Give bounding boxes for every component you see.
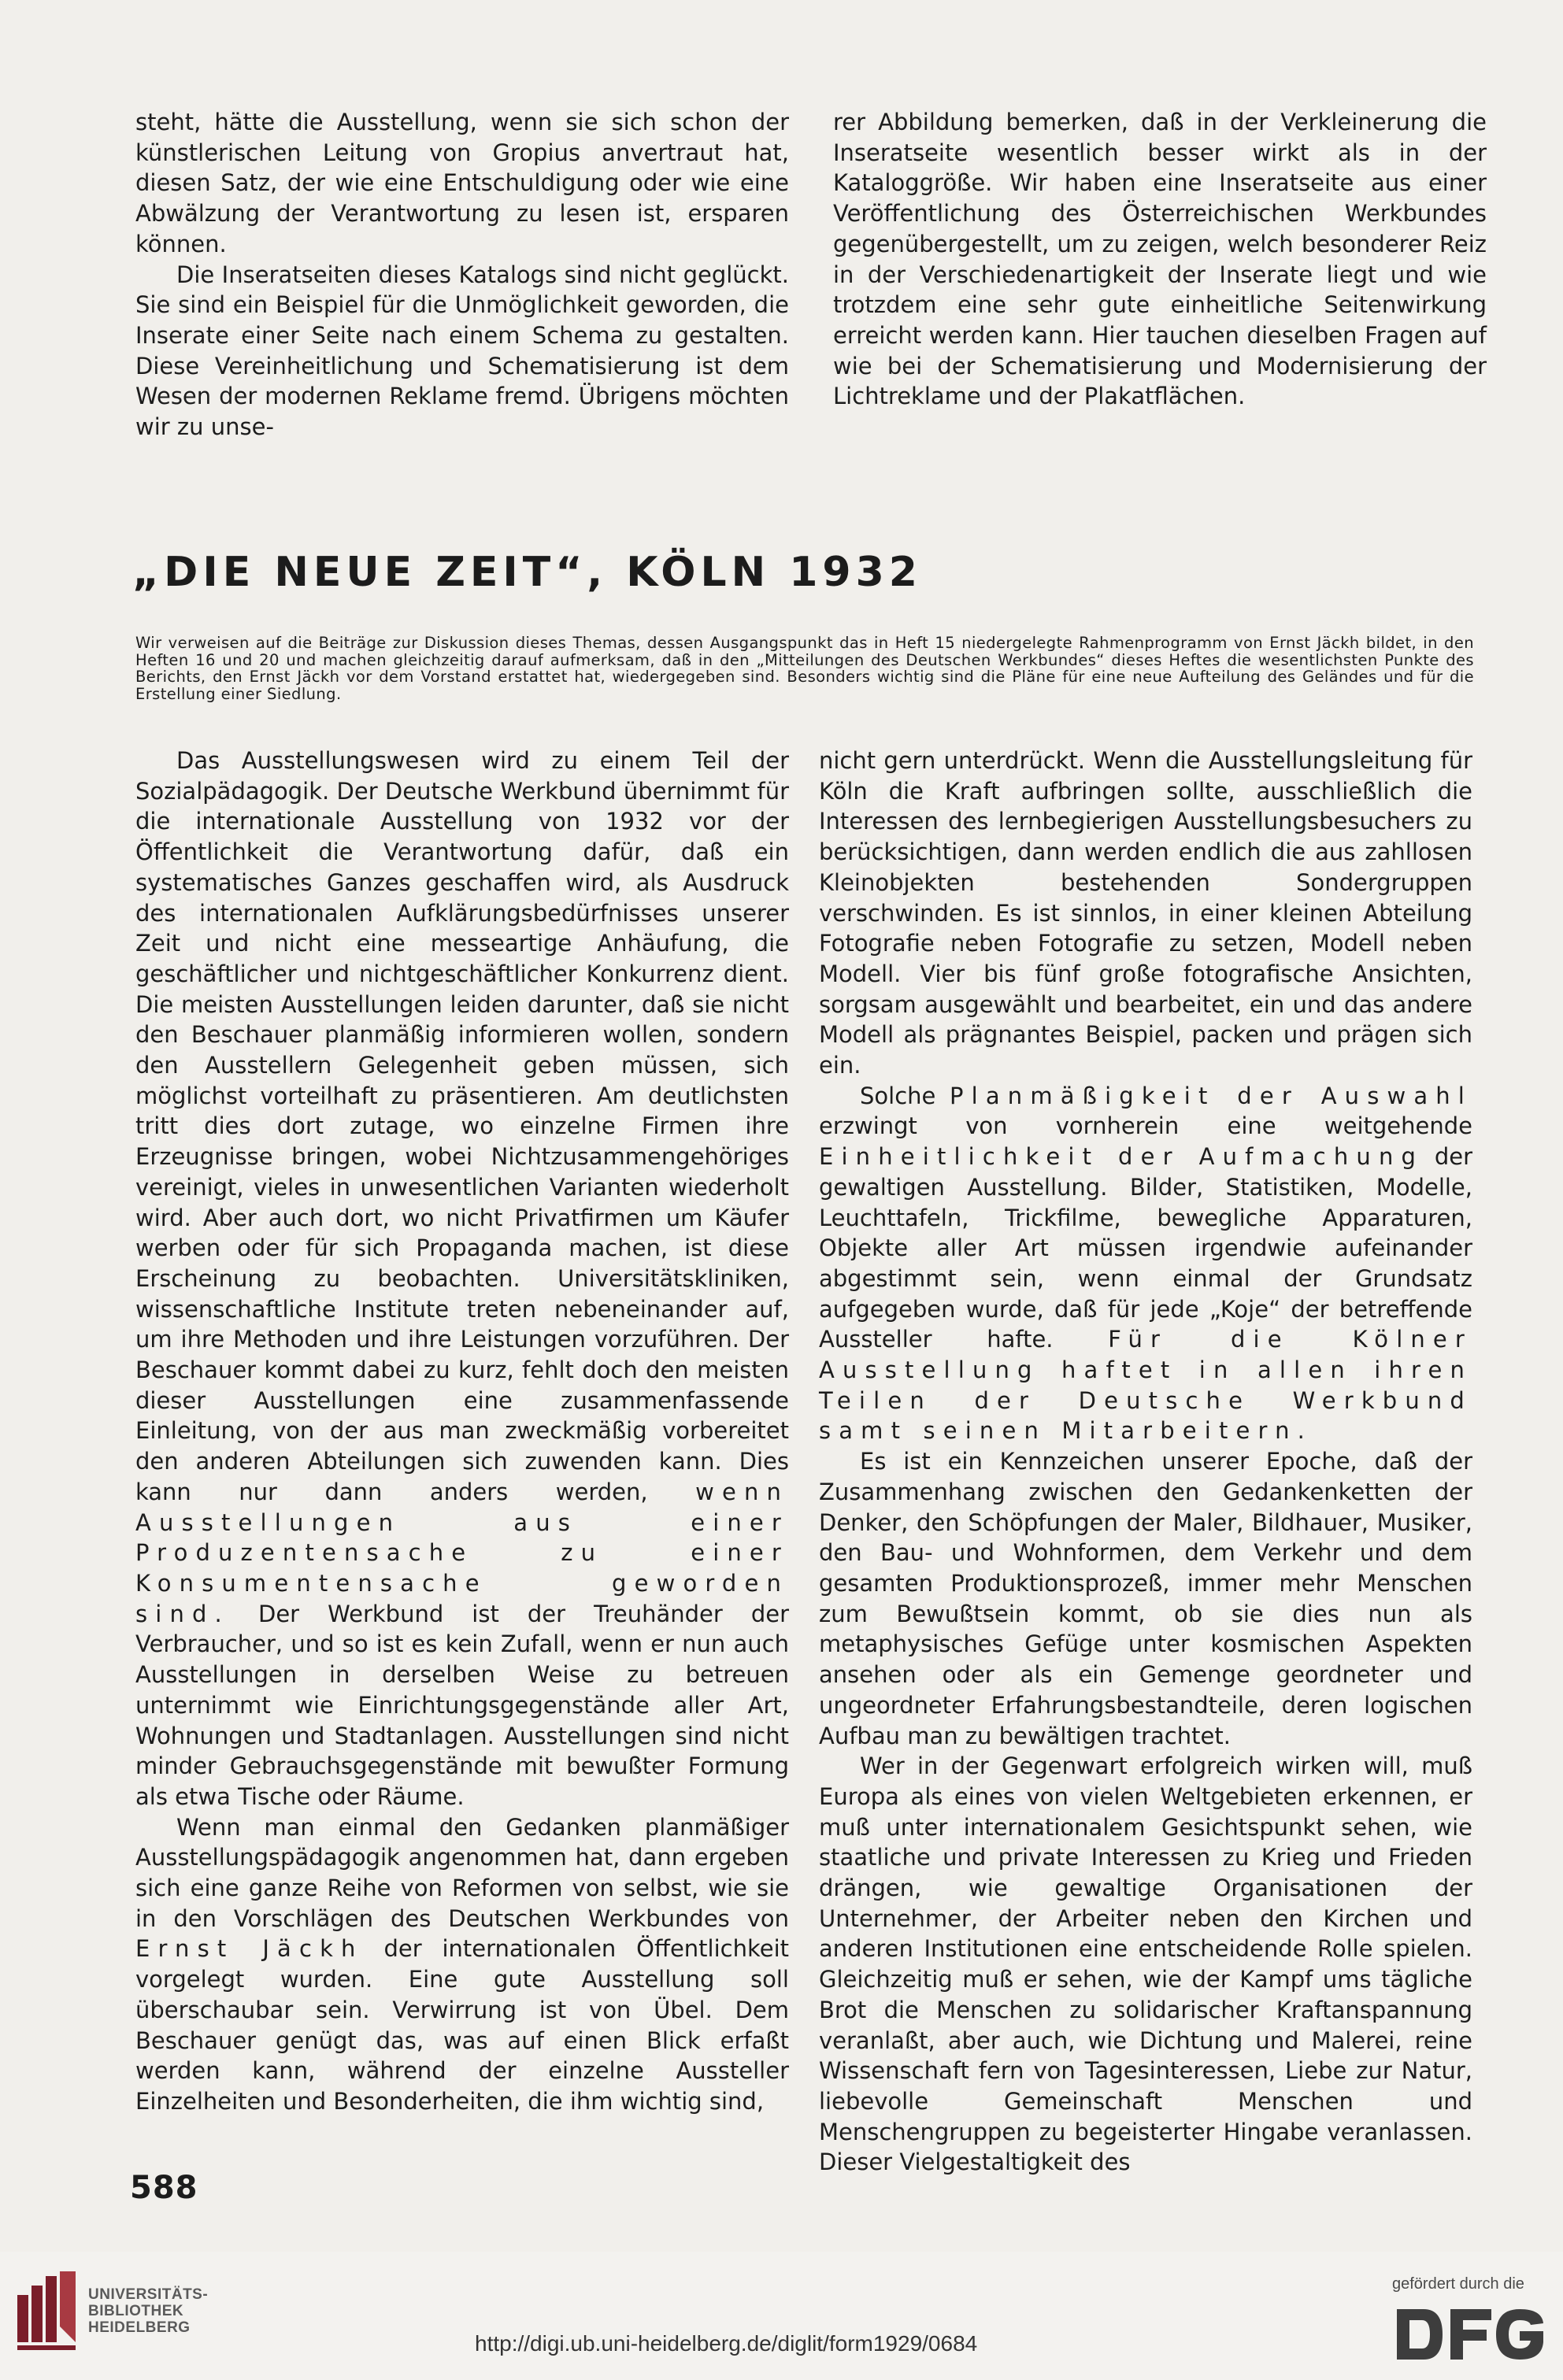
text-run: Der Werkbund ist der Treuhänder der Verbraucher, und so ist es kein Zufall, wenn er nun auch Ausstellungen in derselben Weise zu betreuen unternimmt wie Einrichtungsgegenstände aller Art, Wohnungen und Stadtanlagen. Ausstellungen sind nicht minder Gebrauchsgegenstände mit bewußter Formung als etwa Tische oder Räume. — [135, 1600, 790, 1810]
emphasized-text: wenn Ausstellungen aus einer Produzentensache zu einer Konsumentensache geworden sind. — [135, 1478, 789, 1627]
paragraph: nicht gern unterdrückt. Wenn die Ausstellungsleitung für Köln die Kraft aufbringen sollte, ausschließlich die Interessen des lernbegierigen Ausstellungsbesuchers zu berücksichtigen, dann werden endlich die aus zahllosen Kleinobjekten bestehenden Sondergruppen verschwinden. Es ist sinnlos, in einer kleinen Abteilung Fotografie neben Fotografie zu setzen, Modell neben Modell. Vier bis fünf große fotografische Ansichten, sorgsam ausgewählt und bearbeitet, ein und das andere Modell als prägnantes Beispiel, packen und prägen sich ein. — [819, 747, 1472, 1079]
text-run: Wenn man einmal den Gedanken planmäßiger Ausstellungspädagogik angenommen hat, dann ergeben sich eine ganze Reihe von Reformen von selbst, wie sie in den Vorschlägen des Deutschen Werkbundes von — [135, 1813, 789, 1932]
top-left-column — [135, 107, 789, 442]
library-name-line: HEIDELBERG — [88, 2319, 191, 2336]
source-url-link[interactable]: http://digi.ub.uni-heidelberg.de/diglit/form1929/0684 — [475, 2331, 978, 2356]
article-heading: „DIE NEUE ZEIT“, KÖLN 1932 — [132, 549, 922, 596]
paragraph: Die Inseratseiten dieses Katalogs sind nicht geglückt. Sie sind ein Beispiel für die Unmöglichkeit geworden, die Inserate einer Seite nach einem Schema zu gestalten. Diese Vereinheitlichung und Schematisierung ist dem Wesen der modernen Reklame fremd. Übrigens möchten wir zu unse- — [135, 261, 789, 441]
paragraph: steht, hätte die Ausstellung, wenn sie sich schon der künstlerischen Leitung von Gropius anvertraut hat, diesen Satz, der wie eine Entschuldigung oder wie eine Abwälzung der Verantwortung zu lesen ist, ersparen können. — [135, 109, 789, 257]
paragraph: Es ist ein Kennzeichen unserer Epoche, daß der Zusammenhang zwischen den Gedankenketten der Denker, den Schöpfungen der Maler, Bildhauer, Musiker, den Bau- und Wohnformen, dem Verkehr und dem gesamten Produktionsprozeß, immer mehr Menschen zum Bewußtsein kommt, ob sie dies nun als metaphysisches Gefüge unter kosmischen Aspekten ansehen oder als ein Gemenge geordneter und ungeordneter Erfahrungsbestandteile, deren logischen Aufbau man zu bewältigen trachtet. — [819, 1448, 1472, 1749]
top-right-column — [833, 107, 1487, 412]
paragraph — [135, 1812, 789, 2117]
library-name-line: BIBLIOTHEK — [88, 2303, 184, 2319]
paragraph: Wer in der Gegenwart erfolgreich wirken will, muß Europa als eines von vielen Weltgebieten erkennen, er muß unter internationalem Gesichtspunkt sehen, wie staatliche und private Interessen zu Krieg und Frieden drängen, wie gewaltige Organisationen der Unternehmer, der Arbeiter neben den Kirchen und anderen Institutionen eine entscheidende Rolle spielen. Gleichzeitig muß er sehen, wie der Kampf ums tägliche Brot die Menschen zu solidarischer Kraftanspannung veranlaßt, aber auch, wie Dichtung und Malerei, reine Wissenschaft fern von Tagesinteressen, Liebe zur Natur, liebevolle Gemeinschaft Menschen und Menschengruppen zu begeisterter Hingabe veranlassen. Dieser Vielgestaltigkeit des — [819, 1753, 1472, 2176]
library-name — [88, 2286, 208, 2336]
library-logo-icon — [14, 2271, 79, 2354]
emphasized-text: Planmäßigkeit der Auswahl — [950, 1082, 1472, 1109]
page-number: 588 — [130, 2170, 198, 2206]
paragraph: rer Abbildung bemerken, daß in der Verkleinerung die Inseratseite wesentlich besser wirkt als in der Kataloggröße. Wir haben eine Inseratseite aus einer Veröffentlichung des Österreichischen Werkbundes gegenübergestellt, um zu zeigen, welch besonderer Reiz in der Verschiedenartigkeit der Inserate liegt und wie trotzdem eine sehr gute einheitliche Seitenwirkung erreicht werden kann. Hier tauchen dieselben Fragen auf wie bei der Schematisierung und Modernisierung der Lichtreklame und der Plakatflächen. — [833, 109, 1487, 410]
paragraph — [135, 746, 789, 1812]
article-intro: Wir verweisen auf die Beiträge zur Diskussion dieses Themas, dessen Ausgangspunkt das in Heft 15 niedergelegte Rahmenprogramm von Ernst Jäckh bildet, in den Heften 16 und 20 und machen gleichzeitig darauf aufmerksam, daß in den „Mitteilungen des Deutschen Werkbundes“ dieses Heftes die wesentlichsten Punkte des Berichts, den Ernst Jäckh vor dem Vorstand erstattet hat, wiedergegeben sind. Besonders wichtig sind die Pläne für eine neue Aufteilung des Geländes und für die Erstellung einer Siedlung. — [135, 634, 1474, 703]
emphasized-text: Ernst Jäckh — [135, 1935, 364, 1963]
funding-note: gefördert durch die — [1392, 2275, 1524, 2293]
emphasized-text: Für die Kölner Ausstellung haftet in allen ihren Teilen der Deutsche Werkbund samt seinen Mitarbeitern. — [819, 1326, 1473, 1445]
text-run: Das Ausstellungswesen wird zu einem Teil der Sozialpädagogik. Der Deutsche Werkbund übernimmt für die internationale Ausstellung von 1932 vor der Öffentlichkeit die Verantwortung dafür, daß ein systematisches Ganzes geschaffen wird, als Ausdruck des internationalen Aufklärungsbedürfnisses unserer Zeit und nicht eine messeartige Anhäufung, die geschäftlicher und nichtgeschäftlicher Konkurrenz dient. Die meisten Ausstellungen leiden darunter, daß sie nicht den Beschauer planmäßig informieren wollen, sondern den Ausstellern Gelegenheit geben müssen, sich möglichst vorteilhaft zu präsentieren. Am deutlichsten tritt dies dort zutage, wo einzelne Firmen ihre Erzeugnisse bringen, wobei Nichtzusammengehöriges vereinigt, vieles in unwesentlichen Varianten wiederholt wird. Aber auch dort, wo nicht Privatfirmen um Käufer werben oder für sich Propaganda machen, ist diese Erscheinung zu beobachten. Universitätskliniken, wissenschaftliche Institute treten nebeneinander auf, um ihre Methoden und ihre Leistungen vorzuführen. Der Beschauer kommt dabei zu kurz, fehlt doch den meisten dieser Ausstellungen eine zusammenfassende Einleitung, von der aus man zweckmäßig vorbereitet den anderen Abteilungen sich zuwenden kann. Dies kann nur dann anders werden, — [135, 747, 789, 1505]
body-left-column — [135, 746, 789, 2117]
text-run: der gewaltigen Ausstellung. Bilder, Statistiken, Modelle, Leuchttafeln, Trickfilme, bewegliche Apparaturen, Objekte aller Art müssen irgendwie aufeinander abgestimmt sein, wenn einmal der Grundsatz aufgegeben wurde, daß für jede „Koje“ der betreffende Aussteller hafte. — [819, 1143, 1473, 1353]
paragraph — [819, 1081, 1472, 1446]
text-run: erzwingt von vornherein eine weitgehende — [819, 1112, 1472, 1140]
emphasized-text: Einheitlichkeit der Aufmachung — [819, 1143, 1424, 1171]
body-right-column — [819, 746, 1472, 2178]
dfg-logo-icon — [1394, 2303, 1548, 2366]
footer-band — [0, 2252, 1563, 2380]
text-run: der internationalen Öffentlichkeit vorgelegt wurden. Eine gute Ausstellung soll überschaubar sein. Verwirrung ist von Übel. Dem Beschauer genügt das, was auf einen Blick erfaßt werden kann, während der einzelne Aussteller Einzelheiten und Besonderheiten, die ihm wichtig sind, — [135, 1935, 790, 2115]
library-name-line: UNIVERSITÄTS- — [88, 2286, 209, 2303]
text-run: Solche — [860, 1082, 936, 1109]
